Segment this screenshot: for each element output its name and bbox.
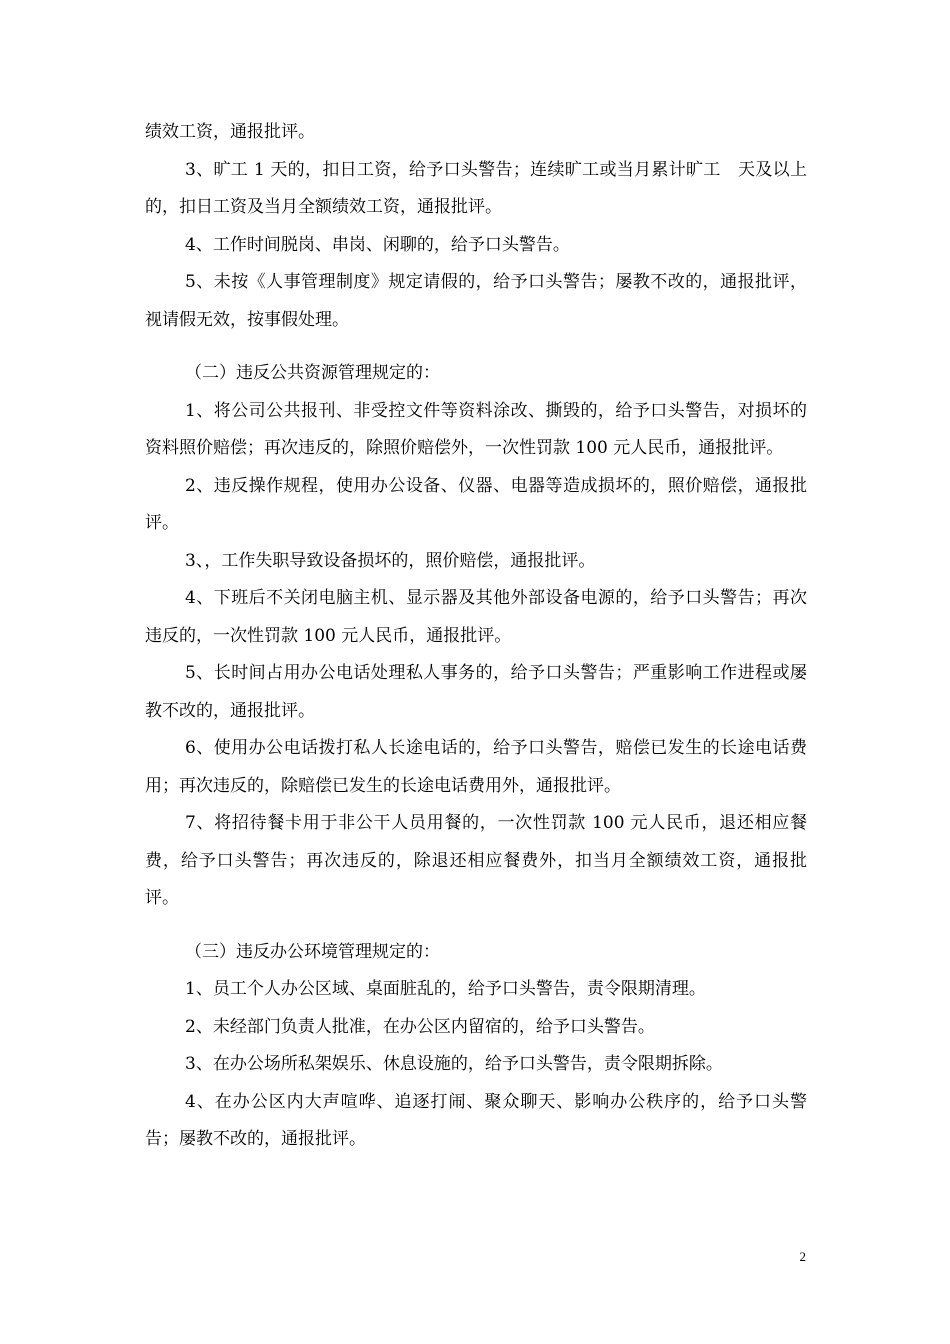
paragraph: 4、工作时间脱岗、串岗、闲聊的，给予口头警告。 [185, 234, 570, 255]
paragraph: 6、使用办公电话拨打私人长途电话的，给予口头警告，赔偿已发生的长途电话费用；再次违反的，除赔偿已发生的长途电话费用外，通报批评。 [145, 738, 807, 796]
paragraph: 2、违反操作规程，使用办公设备、仪器、电器等造成损坏的，照价赔偿，通报批评。 [145, 475, 807, 533]
section-heading: （三）违反办公环境管理规定的： [185, 941, 440, 962]
paragraph: 1、将公司公共报刊、非受控文件等资料涂改、撕毁的，给予口头警告，对损坏的资料照价赔偿；再次违反的，除照价赔偿外，一次性罚款 100 元人民币，通报批评。 [145, 400, 807, 458]
paragraph: 3、，工作失职导致设备损坏的，照价赔偿，通报批评。 [185, 550, 596, 571]
document-page [145, 114, 807, 1159]
paragraph: 5、未按《人事管理制度》规定请假的，给予口头警告；屡教不改的，通报批评，视请假无效，按事假处理。 [145, 272, 807, 330]
paragraph: 2、未经部门负责人批准，在办公区内留宿的，给予口头警告。 [185, 1016, 655, 1037]
paragraph: 3、在办公场所私架娱乐、休息设施的，给予口头警告，责令限期拆除。 [185, 1054, 723, 1074]
section-heading: （二）违反公共资源管理规定的： [185, 363, 440, 383]
paragraph: 绩效工资，通报批评。 [145, 122, 315, 142]
paragraph: 4、在办公区内大声喧哗、追逐打闹、聚众聊天、影响办公秩序的，给予口头警告；屡教不改的，通报批评。 [145, 1091, 807, 1149]
paragraph: 5、长时间占用办公电话处理私人事务的，给予口头警告；严重影响工作进程或屡教不改的，通报批评。 [145, 663, 807, 721]
paragraph: 1、员工个人办公区域、桌面脏乱的，给予口头警告，责令限期清理。 [185, 979, 706, 999]
paragraph: 7、将招待餐卡用于非公干人员用餐的，一次性罚款 100 元人民币，退还相应餐费，给予口头警告；再次违反的，除退还相应餐费外，扣当月全额绩效工资，通报批评。 [145, 813, 807, 908]
page-number: 2 [799, 1249, 806, 1264]
paragraph: 3、旷工 1 天的，扣日工资，给予口头警告；连续旷工或当月累计旷工 天及以上的，扣日工资及当月全额绩效工资，通报批评。 [145, 159, 807, 217]
paragraph: 4、下班后不关闭电脑主机、显示器及其他外部设备电源的，给予口头警告；再次违反的，一次性罚款 100 元人民币，通报批评。 [145, 588, 807, 646]
